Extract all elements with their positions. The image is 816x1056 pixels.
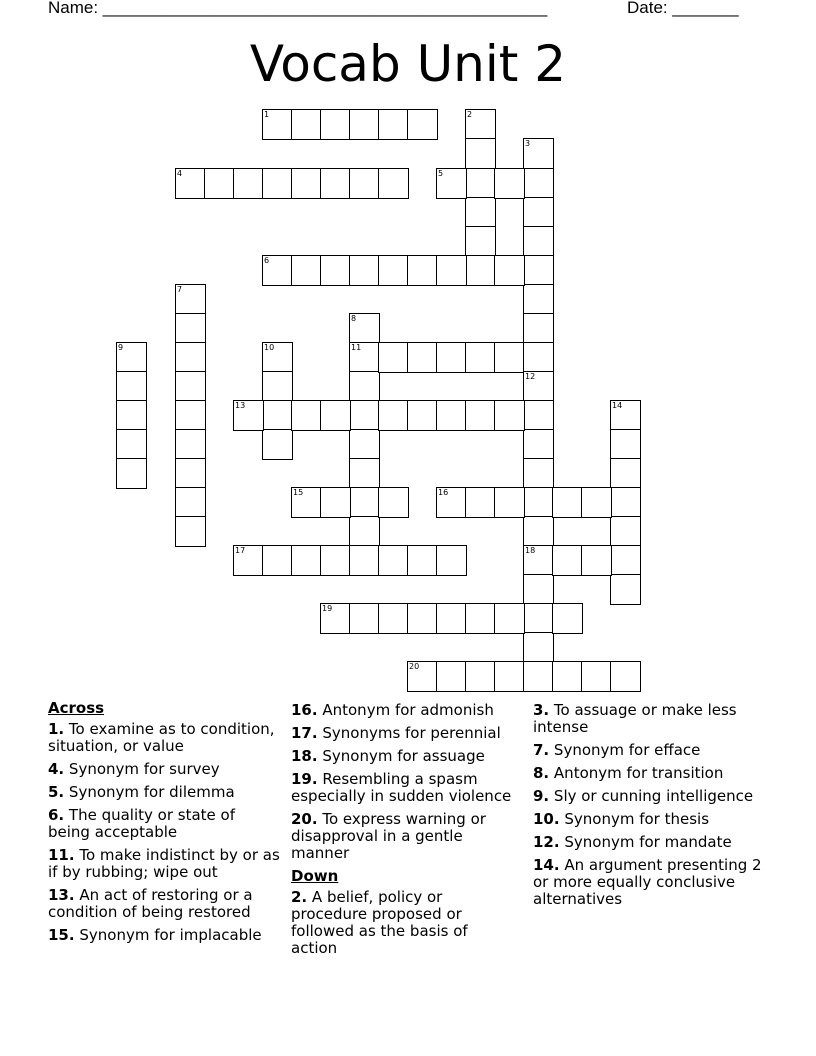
down-heading: Down xyxy=(291,867,339,885)
clue-down-7: 7. Synonym for efface xyxy=(533,741,701,759)
grid-cell[interactable] xyxy=(378,255,409,286)
grid-cell[interactable] xyxy=(349,313,380,344)
grid-cell[interactable] xyxy=(175,429,206,460)
grid-cell[interactable] xyxy=(291,545,322,576)
clues-column-1 xyxy=(48,700,280,950)
cell-number: 6 xyxy=(264,256,270,265)
grid-cell[interactable] xyxy=(262,371,293,402)
grid-cell[interactable] xyxy=(320,255,351,286)
grid-cell[interactable] xyxy=(465,661,496,692)
grid-cell[interactable] xyxy=(262,255,293,286)
grid-cell[interactable] xyxy=(610,487,641,518)
cell-number: 14 xyxy=(612,401,623,410)
grid-cell[interactable] xyxy=(436,400,467,431)
grid-cell[interactable] xyxy=(233,545,264,576)
grid-cell[interactable] xyxy=(494,255,525,286)
grid-cell[interactable] xyxy=(320,545,351,576)
clue-down-8: 8. Antonym for transition xyxy=(533,764,724,782)
grid-cell[interactable] xyxy=(494,487,525,518)
clue-down-2: 2. A belief, policy or procedure proposed or followed as the basis of action xyxy=(291,888,468,957)
grid-cell[interactable] xyxy=(465,487,496,518)
cell-number: 16 xyxy=(438,488,449,497)
grid-cell[interactable] xyxy=(262,545,293,576)
clue-down-12: 12. Synonym for mandate xyxy=(533,833,732,851)
grid-cell[interactable] xyxy=(116,400,147,431)
grid-cell[interactable] xyxy=(262,342,293,373)
grid-cell[interactable] xyxy=(610,458,641,489)
grid-cell[interactable] xyxy=(378,109,409,140)
cell-number: 5 xyxy=(438,169,444,178)
grid-cell[interactable] xyxy=(407,545,438,576)
grid-cell[interactable] xyxy=(349,545,380,576)
clue-across-17: 17. Synonyms for perennial xyxy=(291,724,501,742)
date-field: Date: _______ xyxy=(627,0,739,17)
grid-cell[interactable] xyxy=(291,400,322,431)
clue-across-5: 5. Synonym for dilemma xyxy=(48,783,235,801)
grid-cell[interactable] xyxy=(523,138,554,169)
grid-cell[interactable] xyxy=(407,400,438,431)
grid-cell[interactable] xyxy=(523,284,554,315)
cell-number: 2 xyxy=(467,110,473,119)
cell-number: 7 xyxy=(177,285,183,294)
grid-cell[interactable] xyxy=(349,487,380,518)
grid-cell[interactable] xyxy=(262,400,293,431)
grid-cell[interactable] xyxy=(291,255,322,286)
grid-cell[interactable] xyxy=(349,109,380,140)
clue-across-16: 16. Antonym for admonish xyxy=(291,701,494,719)
grid-cell[interactable] xyxy=(494,603,525,634)
name-field: Name: _______________________________________________ xyxy=(48,0,548,17)
cell-number: 15 xyxy=(293,488,304,497)
grid-cell[interactable] xyxy=(610,400,641,431)
grid-cell[interactable] xyxy=(175,342,206,373)
grid-cell[interactable] xyxy=(494,342,525,373)
clue-across-13: 13. An act of restoring or a condition of being restored xyxy=(48,886,253,921)
grid-cell[interactable] xyxy=(581,545,612,576)
grid-cell[interactable] xyxy=(523,371,554,402)
grid-cell[interactable] xyxy=(349,516,380,547)
cell-number: 10 xyxy=(264,343,275,352)
grid-cell[interactable] xyxy=(320,168,351,199)
clue-across-11: 11. To make indistinct by or as if by rubbing; wipe out xyxy=(48,846,280,881)
page-title: Vocab Unit 2 xyxy=(249,35,567,93)
grid-cell[interactable] xyxy=(465,138,496,169)
grid-cell[interactable] xyxy=(349,371,380,402)
grid-cell[interactable] xyxy=(233,168,264,199)
grid-cell[interactable] xyxy=(436,342,467,373)
grid-cell[interactable] xyxy=(320,603,351,634)
cell-number: 20 xyxy=(409,662,420,671)
grid-cell[interactable] xyxy=(436,661,467,692)
across-heading: Across xyxy=(48,699,105,717)
grid-cell[interactable] xyxy=(465,400,496,431)
grid-cell[interactable] xyxy=(465,109,496,140)
cell-number: 8 xyxy=(351,314,357,323)
grid-cell[interactable] xyxy=(175,400,206,431)
grid-cell[interactable] xyxy=(523,226,554,257)
grid-cell[interactable] xyxy=(465,342,496,373)
clue-down-9: 9. Sly or cunning intelligence xyxy=(533,787,754,805)
grid-cell[interactable] xyxy=(465,197,496,228)
clue-across-15: 15. Synonym for implacable xyxy=(48,926,262,944)
grid-cell[interactable] xyxy=(552,487,583,518)
clue-down-10: 10. Synonym for thesis xyxy=(533,810,710,828)
grid-cell[interactable] xyxy=(552,661,583,692)
grid-cell[interactable] xyxy=(349,603,380,634)
cell-number: 12 xyxy=(525,372,536,381)
grid-cell[interactable] xyxy=(349,168,380,199)
grid-cell[interactable] xyxy=(523,603,554,634)
cell-number: 13 xyxy=(235,401,246,410)
grid-cell[interactable] xyxy=(523,661,554,692)
grid-cell[interactable] xyxy=(610,516,641,547)
grid-cell[interactable] xyxy=(465,168,496,199)
grid-cell[interactable] xyxy=(262,429,293,460)
grid-cell[interactable] xyxy=(378,603,409,634)
grid-cell[interactable] xyxy=(378,342,409,373)
cell-number: 1 xyxy=(264,110,270,119)
grid-cell[interactable] xyxy=(494,168,525,199)
grid-cell[interactable] xyxy=(116,429,147,460)
grid-cell[interactable] xyxy=(116,458,147,489)
grid-cell[interactable] xyxy=(262,109,293,140)
grid-cell[interactable] xyxy=(436,545,467,576)
cell-number: 3 xyxy=(525,139,531,148)
grid-cell[interactable] xyxy=(320,487,351,518)
grid-cell[interactable] xyxy=(523,487,554,518)
grid-cell[interactable] xyxy=(262,168,293,199)
grid-cell[interactable] xyxy=(291,487,322,518)
grid-cell[interactable] xyxy=(523,342,554,373)
grid-cell[interactable] xyxy=(523,255,554,286)
grid-cell[interactable] xyxy=(465,226,496,257)
grid-cell[interactable] xyxy=(581,487,612,518)
grid-cell[interactable] xyxy=(523,168,554,199)
grid-cell[interactable] xyxy=(610,545,641,576)
grid-cell[interactable] xyxy=(552,545,583,576)
grid-cell[interactable] xyxy=(523,458,554,489)
grid-cell[interactable] xyxy=(378,487,409,518)
grid-cell[interactable] xyxy=(175,168,206,199)
grid-cell[interactable] xyxy=(581,661,612,692)
grid-cell[interactable] xyxy=(175,458,206,489)
grid-cell[interactable] xyxy=(552,603,583,634)
clue-across-4: 4. Synonym for survey xyxy=(48,760,220,778)
grid-cell[interactable] xyxy=(320,109,351,140)
grid-cell[interactable] xyxy=(436,603,467,634)
grid-cell[interactable] xyxy=(494,400,525,431)
grid-cell[interactable] xyxy=(523,574,554,605)
clue-across-6: 6. The quality or state of being acceptable xyxy=(48,806,236,841)
cell-number: 17 xyxy=(235,546,246,555)
grid-cell[interactable] xyxy=(378,545,409,576)
grid-cell[interactable] xyxy=(116,342,147,373)
grid-cell[interactable] xyxy=(378,400,409,431)
grid-cell[interactable] xyxy=(523,545,554,576)
grid-cell[interactable] xyxy=(204,168,235,199)
clue-down-3: 3. To assuage or make less intense xyxy=(533,701,737,736)
clue-across-20: 20. To express warning or disapproval in a gentle manner xyxy=(291,810,486,862)
grid-cell[interactable] xyxy=(610,661,641,692)
grid-cell[interactable] xyxy=(175,313,206,344)
cell-number: 9 xyxy=(118,343,124,352)
grid-cell[interactable] xyxy=(436,168,467,199)
grid-cell[interactable] xyxy=(349,400,380,431)
clue-across-1: 1. To examine as to condition, situation, or value xyxy=(48,720,275,755)
grid-cell[interactable] xyxy=(349,255,380,286)
grid-cell[interactable] xyxy=(320,400,351,431)
grid-cell[interactable] xyxy=(523,632,554,663)
grid-cell[interactable] xyxy=(233,400,264,431)
grid-cell[interactable] xyxy=(175,487,206,518)
grid-cell[interactable] xyxy=(116,371,147,402)
grid-cell[interactable] xyxy=(378,168,409,199)
grid-cell[interactable] xyxy=(610,429,641,460)
grid-cell[interactable] xyxy=(349,342,380,373)
grid-cell[interactable] xyxy=(291,109,322,140)
grid-cell[interactable] xyxy=(291,168,322,199)
cell-number: 4 xyxy=(177,169,183,178)
clue-across-18: 18. Synonym for assuage xyxy=(291,747,485,765)
grid-cell[interactable] xyxy=(465,603,496,634)
grid-cell[interactable] xyxy=(436,255,467,286)
cell-number: 19 xyxy=(322,604,333,613)
grid-cell[interactable] xyxy=(407,661,438,692)
clues-column-2 xyxy=(291,700,516,963)
cell-number: 11 xyxy=(351,343,362,352)
grid-cell[interactable] xyxy=(436,487,467,518)
grid-cell[interactable] xyxy=(523,429,554,460)
grid-cell[interactable] xyxy=(523,400,554,431)
grid-cell[interactable] xyxy=(465,255,496,286)
grid-cell[interactable] xyxy=(523,313,554,344)
grid-cell[interactable] xyxy=(610,574,641,605)
clue-across-19: 19. Resembling a spasm especially in sudden violence xyxy=(291,770,512,805)
grid-cell[interactable] xyxy=(523,197,554,228)
grid-cell[interactable] xyxy=(494,661,525,692)
grid-cell[interactable] xyxy=(175,371,206,402)
cell-number: 18 xyxy=(525,546,536,555)
grid-cell[interactable] xyxy=(349,458,380,489)
grid-cell[interactable] xyxy=(407,255,438,286)
grid-cell[interactable] xyxy=(407,109,438,140)
grid-cell[interactable] xyxy=(407,342,438,373)
grid-cell[interactable] xyxy=(523,516,554,547)
grid-cell[interactable] xyxy=(349,429,380,460)
clue-down-14: 14. An argument presenting 2 or more equally conclusive alternatives xyxy=(533,856,762,908)
grid-cell[interactable] xyxy=(175,516,206,547)
grid-cell[interactable] xyxy=(175,284,206,315)
clues-column-3 xyxy=(533,700,773,914)
grid-cell[interactable] xyxy=(407,603,438,634)
